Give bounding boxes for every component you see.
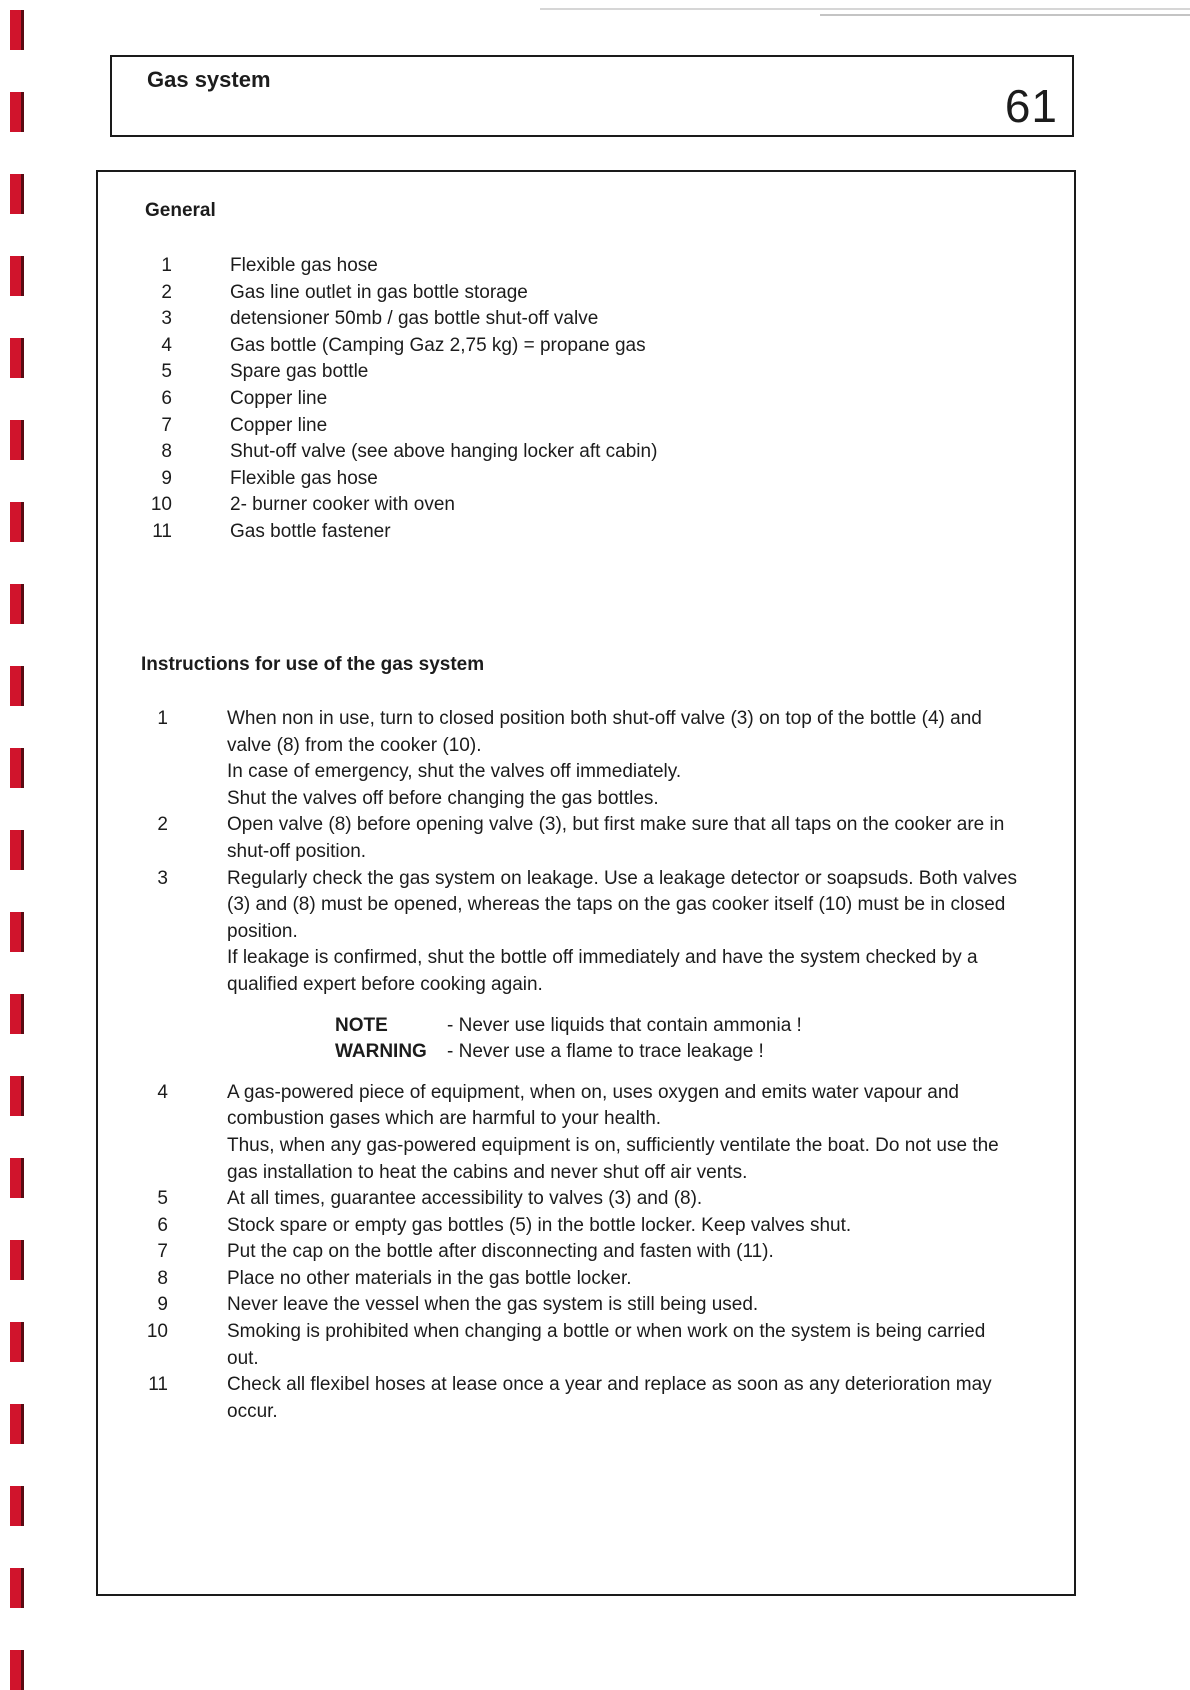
item-text: Gas bottle fastener [230,520,391,542]
item-number: 7 [161,414,172,436]
list-item [140,1186,1022,1213]
item-text: Check all flexibel hoses at lease once a year and replace as soon as any deterioration may occur. [227,1374,992,1422]
list-item [144,333,844,360]
item-number: 11 [148,1374,168,1396]
item-text: Smoking is prohibited when changing a bottle or when work on the system is being carried out. [227,1321,986,1369]
list-item [144,492,844,519]
top-divider [540,8,1190,10]
item-text: Gas line outlet in gas bottle storage [230,281,528,303]
binding-mark [10,256,24,296]
item-number: 11 [152,520,172,542]
note-text: - Never use liquids that contain ammonia ! [447,1014,802,1036]
list-item [140,866,1022,999]
item-text: A gas-powered piece of equipment, when on, uses oxygen and emits water vapour and combustion gases which are harmful to your health. Thus, when any gas-powered equipment is on, sufficiently ventilate the boat. Do not use the gas installation to heat the cabins and never shut off air vents. [227,1081,999,1183]
binding-mark [10,584,24,624]
note-text: - Never use a flame to trace leakage ! [447,1041,764,1063]
list-item [144,386,844,413]
top-divider-secondary [820,14,1190,16]
page-number: 61 [1004,80,1058,132]
item-number: 3 [157,867,168,889]
item-text: Spare gas bottle [230,361,369,383]
list-item [144,413,844,440]
warning-notes [140,999,1022,1080]
item-text: Never leave the vessel when the gas system is still being used. [227,1294,759,1316]
binding-mark [10,1404,24,1444]
item-text: Flexible gas hose [230,467,378,489]
binding-mark [10,1650,24,1690]
instructions-list [140,706,1022,1425]
list-item [144,439,844,466]
item-number: 5 [157,1188,168,1210]
instructions-heading: Instructions for use of the gas system [141,654,485,675]
binding-mark [10,10,24,50]
item-text: Open valve (8) before opening valve (3), but first make sure that all taps on the cooker are in shut-off position. [227,814,1005,862]
binding-mark [10,420,24,460]
item-text: Stock spare or empty gas bottles (5) in the bottle locker. Keep valves shut. [227,1214,852,1236]
note-row [227,1013,1022,1040]
list-item [144,280,844,307]
binding-mark [10,502,24,542]
content-frame [96,170,1076,1596]
item-number: 2 [157,814,168,836]
list-item [140,1319,1022,1372]
binding-mark [10,1486,24,1526]
item-text: Flexible gas hose [230,255,378,276]
item-text: detensioner 50mb / gas bottle shut-off valve [230,308,599,330]
item-text: Put the cap on the bottle after disconnecting and fasten with (11). [227,1241,774,1263]
item-number: 7 [157,1241,168,1263]
binding-mark [10,666,24,706]
parts-list [144,253,844,546]
binding-mark [10,994,24,1034]
item-text: 2- burner cooker with oven [230,494,455,516]
binding-mark [10,1568,24,1608]
list-item [144,359,844,386]
list-item [140,812,1022,865]
item-text: Shut-off valve (see above hanging locker aft cabin) [230,441,658,463]
item-number: 1 [157,708,168,729]
list-item [144,519,844,546]
general-heading: General [145,200,216,221]
item-text: At all times, guarantee accessibility to valves (3) and (8). [227,1188,703,1210]
binding-mark [10,174,24,214]
list-item [140,1213,1022,1240]
spiral-binding [10,0,24,1684]
binding-mark [10,1240,24,1280]
item-text: Regularly check the gas system on leakage. Use a leakage detector or soapsuds. Both valves (3) and (8) must be opened, whereas the taps on the gas cooker itself (10) must be in closed position. If leakage is confirmed, shut the bottle off immediately and have the system checked by a qualified expert before cooking again. [227,867,1017,995]
list-item [140,1239,1022,1266]
binding-mark [10,1322,24,1362]
binding-mark [10,748,24,788]
item-number: 9 [157,1294,168,1316]
item-text: Gas bottle (Camping Gaz 2,75 kg) = propane gas [230,334,646,356]
page-title: Gas system [147,67,271,92]
item-number: 4 [161,334,172,356]
binding-mark [10,1076,24,1116]
list-item [140,706,1022,812]
item-number: 6 [161,387,172,409]
item-number: 10 [146,1321,168,1343]
item-text: Copper line [230,387,328,409]
item-number: 10 [150,494,172,516]
item-number: 8 [157,1267,168,1289]
item-number: 2 [161,281,172,303]
item-text: Place no other materials in the gas bottle locker. [227,1267,632,1289]
item-text: When non in use, turn to closed position both shut-off valve (3) on top of the bottle (4) and valve (8) from the cooker (10). In case of emergency, shut the valves off immediately. Shut the valves off before changing the gas bottles. [227,708,982,809]
list-item [140,1266,1022,1293]
item-number: 8 [161,441,172,463]
list-item [140,1372,1022,1425]
item-number: 6 [157,1214,168,1236]
list-item [140,1080,1022,1186]
item-number: 3 [161,308,172,330]
note-label: NOTE [335,1014,388,1036]
note-row [227,1039,1022,1066]
item-number: 9 [161,467,172,489]
list-item [144,466,844,493]
note-label: WARNING [335,1041,427,1063]
list-item [144,306,844,333]
list-item [140,1292,1022,1319]
list-item [144,253,844,280]
binding-mark [10,1158,24,1198]
item-number: 4 [157,1081,168,1103]
item-number: 5 [161,361,172,383]
page-header [110,55,1074,137]
binding-mark [10,338,24,378]
item-number: 1 [161,255,172,276]
binding-mark [10,830,24,870]
binding-mark [10,92,24,132]
binding-mark [10,912,24,952]
item-text: Copper line [230,414,328,436]
